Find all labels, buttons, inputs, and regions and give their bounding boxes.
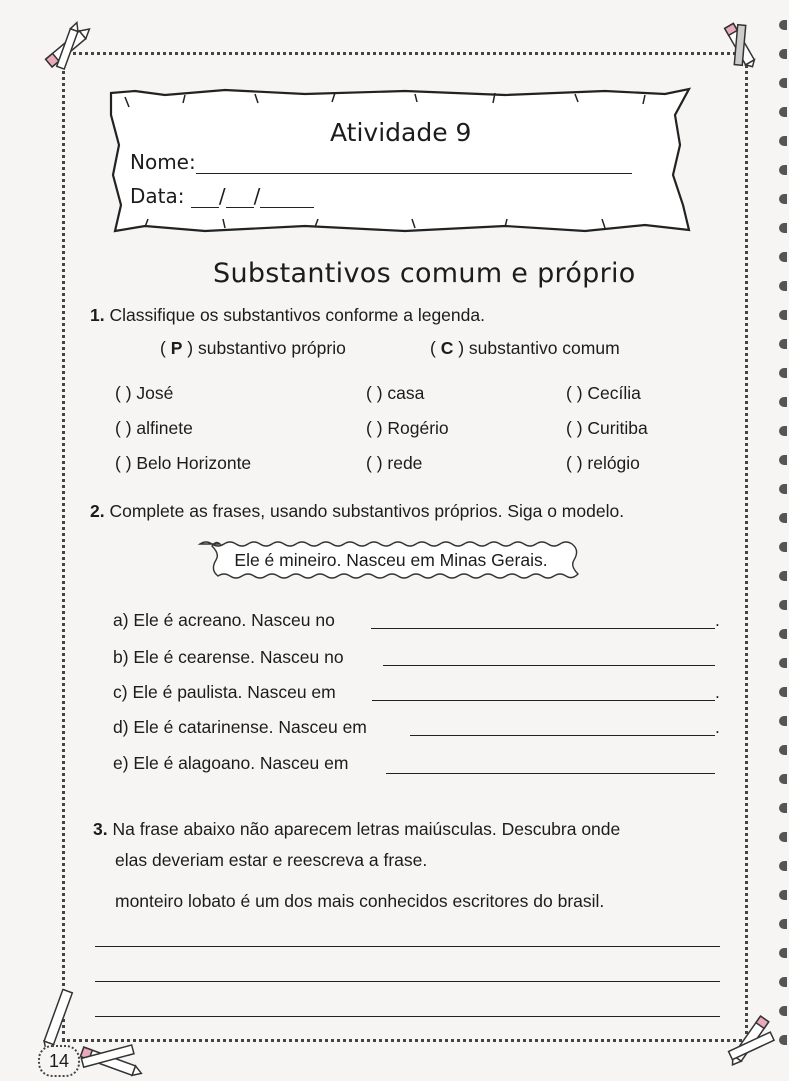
complete-item-a: a) Ele é acreano. Nasceu no: [113, 610, 335, 630]
spiral-ring: [779, 49, 787, 59]
spiral-ring: [779, 629, 787, 639]
activity-title: Atividade 9: [330, 118, 472, 147]
complete-item-e: e) Ele é alagoano. Nasceu em: [113, 753, 349, 773]
page-number: 14: [38, 1045, 80, 1077]
spiral-ring: [779, 571, 787, 581]
spiral-ring: [779, 223, 787, 233]
spiral-ring: [779, 252, 787, 262]
spiral-ring: [779, 687, 787, 697]
question-2: [90, 501, 624, 522]
answer-blank-d[interactable]: [410, 735, 715, 736]
spiral-ring: [779, 484, 787, 494]
complete-item-b: b) Ele é cearense. Nasceu no: [113, 647, 344, 667]
spiral-ring: [779, 455, 787, 465]
spiral-ring: [779, 890, 787, 900]
model-sentence: Ele é mineiro. Nasceu em Minas Gerais.: [234, 550, 548, 570]
date-day-line[interactable]: [191, 187, 219, 208]
spiral-ring: [779, 977, 787, 987]
spiral-ring: [779, 716, 787, 726]
question-1: [90, 305, 485, 326]
spiral-ring: [779, 78, 787, 88]
spiral-ring: [779, 20, 787, 30]
name-label: Nome:: [130, 150, 196, 174]
spiral-ring: [779, 194, 787, 204]
classify-item[interactable]: ( ) Belo Horizonte: [115, 453, 252, 473]
spiral-binding: [773, 20, 789, 1060]
question-3-sentence: monteiro lobato é um dos mais conhecidos escritores do brasil.: [115, 891, 605, 911]
spiral-ring: [779, 426, 787, 436]
date-separator: /: [218, 184, 226, 208]
spiral-ring: [779, 368, 787, 378]
answer-blank-a[interactable]: [371, 628, 715, 629]
rewrite-line[interactable]: [95, 946, 720, 947]
complete-item-c: c) Ele é paulista. Nasceu em: [113, 682, 336, 702]
pencil-bottom-right-icon: [722, 1005, 782, 1070]
pencil-top-left-icon: [38, 18, 98, 76]
spiral-ring: [779, 513, 787, 523]
spiral-ring: [779, 803, 787, 813]
spiral-ring: [779, 107, 787, 117]
classify-item[interactable]: ( ) alfinete: [115, 418, 193, 438]
spiral-ring: [779, 600, 787, 610]
spiral-ring: [779, 919, 787, 929]
date-year-line[interactable]: [260, 187, 314, 208]
spiral-ring: [779, 339, 787, 349]
answer-blank-c[interactable]: [372, 700, 715, 701]
spiral-ring: [779, 310, 787, 320]
classify-item[interactable]: ( ) relógio: [566, 453, 640, 473]
spiral-ring: [779, 948, 787, 958]
date-separator: /: [253, 184, 261, 208]
spiral-ring: [779, 281, 787, 291]
question-3: [93, 819, 620, 840]
spiral-ring: [779, 832, 787, 842]
answer-blank-b[interactable]: [383, 665, 715, 666]
section-title: Substantivos comum e próprio: [213, 258, 636, 289]
question-number: 2.: [90, 501, 105, 521]
spiral-ring: [779, 861, 787, 871]
classify-item[interactable]: ( ) José: [115, 383, 174, 403]
spiral-ring: [779, 542, 787, 552]
spiral-ring: [779, 658, 787, 668]
spiral-ring: [779, 136, 787, 146]
question-text: Complete as frases, usando substantivos próprios. Siga o modelo.: [109, 501, 625, 521]
spiral-ring: [779, 745, 787, 755]
spiral-ring: [779, 165, 787, 175]
pencil-top-right-icon: [715, 14, 765, 76]
classify-item[interactable]: ( ) rede: [366, 453, 423, 473]
classify-item[interactable]: ( ) Cecília: [566, 383, 641, 403]
name-line[interactable]: [196, 153, 632, 174]
question-text: Classifique os substantivos conforme a legenda.: [109, 305, 485, 325]
question-number: 3.: [93, 819, 108, 839]
spiral-ring: [779, 397, 787, 407]
classify-item[interactable]: ( ) casa: [366, 383, 425, 403]
question-3-line2: elas deveriam estar e reescreva a frase.: [115, 850, 428, 870]
date-month-line[interactable]: [226, 187, 254, 208]
date-label: Data:: [130, 184, 185, 208]
legend-common: ( C ) substantivo comum: [430, 338, 620, 358]
rewrite-line[interactable]: [95, 981, 720, 982]
classify-item[interactable]: ( ) Curitiba: [566, 418, 648, 438]
complete-item-d: d) Ele é catarinense. Nasceu em: [113, 717, 367, 737]
answer-blank-e[interactable]: [386, 773, 715, 774]
name-field[interactable]: [130, 150, 632, 174]
spiral-ring: [779, 774, 787, 784]
question-text: Na frase abaixo não aparecem letras maiúsculas. Descubra onde: [112, 819, 621, 839]
classify-item[interactable]: ( ) Rogério: [366, 418, 449, 438]
model-example-box: [192, 540, 590, 580]
legend-proper: ( P ) substantivo próprio: [160, 338, 346, 358]
question-number: 1.: [90, 305, 105, 325]
rewrite-line[interactable]: [95, 1016, 720, 1017]
date-field[interactable]: [130, 184, 314, 208]
